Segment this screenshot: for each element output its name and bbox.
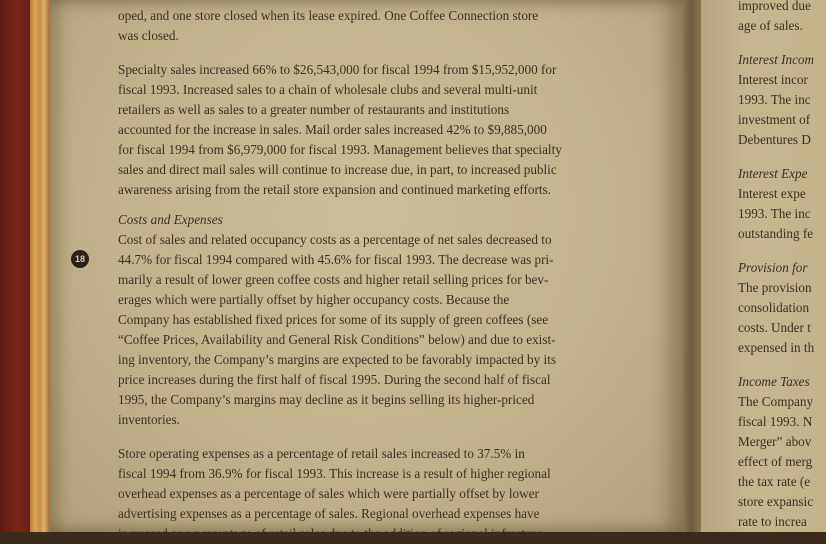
book-gutter bbox=[683, 0, 701, 532]
text-line: accounted for the increase in sales. Mail order sales increased 42% to $9,885,000 bbox=[118, 122, 547, 137]
text-line: overhead expenses as a percentage of sales which were partially offset by lower bbox=[118, 486, 539, 501]
section-heading: Interest Expe bbox=[738, 166, 808, 181]
text-line: fiscal 1993. N bbox=[738, 414, 813, 429]
text-line: Debentures D bbox=[738, 132, 811, 147]
text-line: Merger” abov bbox=[738, 434, 812, 449]
text-line: retailers as well as sales to a greater number of restaurants and institutions bbox=[118, 102, 510, 117]
text-line: oped, and one store closed when its lease expired. One Coffee Connection store bbox=[118, 8, 539, 23]
text-line bbox=[738, 358, 826, 372]
text-line bbox=[738, 36, 826, 50]
page-marker-badge: 18 bbox=[71, 250, 89, 268]
text-line: The provision bbox=[738, 280, 812, 295]
text-line: was closed. bbox=[118, 28, 179, 43]
text-line: costs. Under t bbox=[738, 320, 811, 335]
text-line: 1993. The inc bbox=[738, 92, 811, 107]
paragraph-store-operating-expenses bbox=[118, 444, 650, 544]
left-page-text bbox=[118, 0, 650, 544]
text-line: improved due bbox=[738, 0, 811, 13]
text-line: ing inventory, the Company’s margins are expected to be favorably impacted by its bbox=[118, 352, 556, 367]
text-line: advertising expenses as a percentage of sales. Regional overhead expenses have bbox=[118, 506, 540, 521]
section-heading: Interest Incom bbox=[738, 52, 815, 67]
text-line: awareness arising from the retail store expansion and continued marketing efforts. bbox=[118, 182, 551, 197]
text-line: rate to increa bbox=[738, 514, 807, 529]
section-heading: Provision for bbox=[738, 260, 808, 275]
text-line: outstanding fe bbox=[738, 226, 814, 241]
text-line: store expansic bbox=[738, 494, 814, 509]
text-line: inventories. bbox=[118, 412, 180, 427]
text-line bbox=[738, 244, 826, 258]
section-heading: Costs and Expenses bbox=[118, 212, 223, 227]
text-line: sales and direct mail sales will continue to increase due, in part, to increased public bbox=[118, 162, 557, 177]
page-edges bbox=[30, 0, 50, 532]
text-line: 1993. The inc bbox=[738, 206, 811, 221]
text-line: 44.7% for fiscal 1994 compared with 45.6% for fiscal 1993. The decrease was pri- bbox=[118, 252, 554, 267]
book-binding bbox=[0, 0, 30, 532]
text-line: Specialty sales increased 66% to $26,543,000 for fiscal 1994 from $15,952,000 for bbox=[118, 62, 557, 77]
text-line: increased as a percentage of retail sales due to the addition of regional infrastruc- bbox=[118, 526, 547, 541]
text-line: Interest expe bbox=[738, 186, 806, 201]
text-line: for fiscal 1994 from $6,979,000 for fiscal 1993. Management believes that specialty bbox=[118, 142, 562, 157]
section-costs-and-expenses bbox=[118, 210, 650, 430]
text-line bbox=[738, 150, 826, 164]
text-line: The Company bbox=[738, 394, 814, 409]
text-line: effect of merg bbox=[738, 454, 813, 469]
text-line: fiscal 1993. Increased sales to a chain of wholesale clubs and several multi-unit bbox=[118, 82, 538, 97]
text-line: consolidation bbox=[738, 300, 810, 315]
text-line: age of sales. bbox=[738, 18, 803, 33]
text-line: Company has established fixed prices for some of its supply of green coffees (see bbox=[118, 312, 549, 327]
text-line: 1995, the Company’s margins may decline as it begins selling its higher-priced bbox=[118, 392, 535, 407]
right-page-text bbox=[738, 0, 826, 532]
section-heading: Income Taxes bbox=[738, 374, 810, 389]
text-line: the tax rate (e bbox=[738, 474, 811, 489]
text-line: erages which were partially offset by higher occupancy costs. Because the bbox=[118, 292, 510, 307]
text-line: expensed in th bbox=[738, 340, 815, 355]
text-line: Interest incor bbox=[738, 72, 808, 87]
text-line: marily a result of lower green coffee costs and higher retail selling prices for bev- bbox=[118, 272, 549, 287]
text-line: Cost of sales and related occupancy costs as a percentage of net sales decreased to bbox=[118, 232, 552, 247]
text-line: investment of bbox=[738, 112, 811, 127]
text-line: “Coffee Prices, Availability and General Risk Conditions” below) and due to exist- bbox=[118, 332, 556, 347]
paragraph-specialty-sales bbox=[118, 60, 650, 200]
text-line: Store operating expenses as a percentage of retail sales increased to 37.5% in bbox=[118, 446, 525, 461]
text-line: price increases during the first half of fiscal 1995. During the second half of fiscal bbox=[118, 372, 551, 387]
paragraph-store-closures bbox=[118, 6, 650, 46]
text-line: fiscal 1994 from 36.9% for fiscal 1993. This increase is a result of higher regional bbox=[118, 466, 551, 481]
